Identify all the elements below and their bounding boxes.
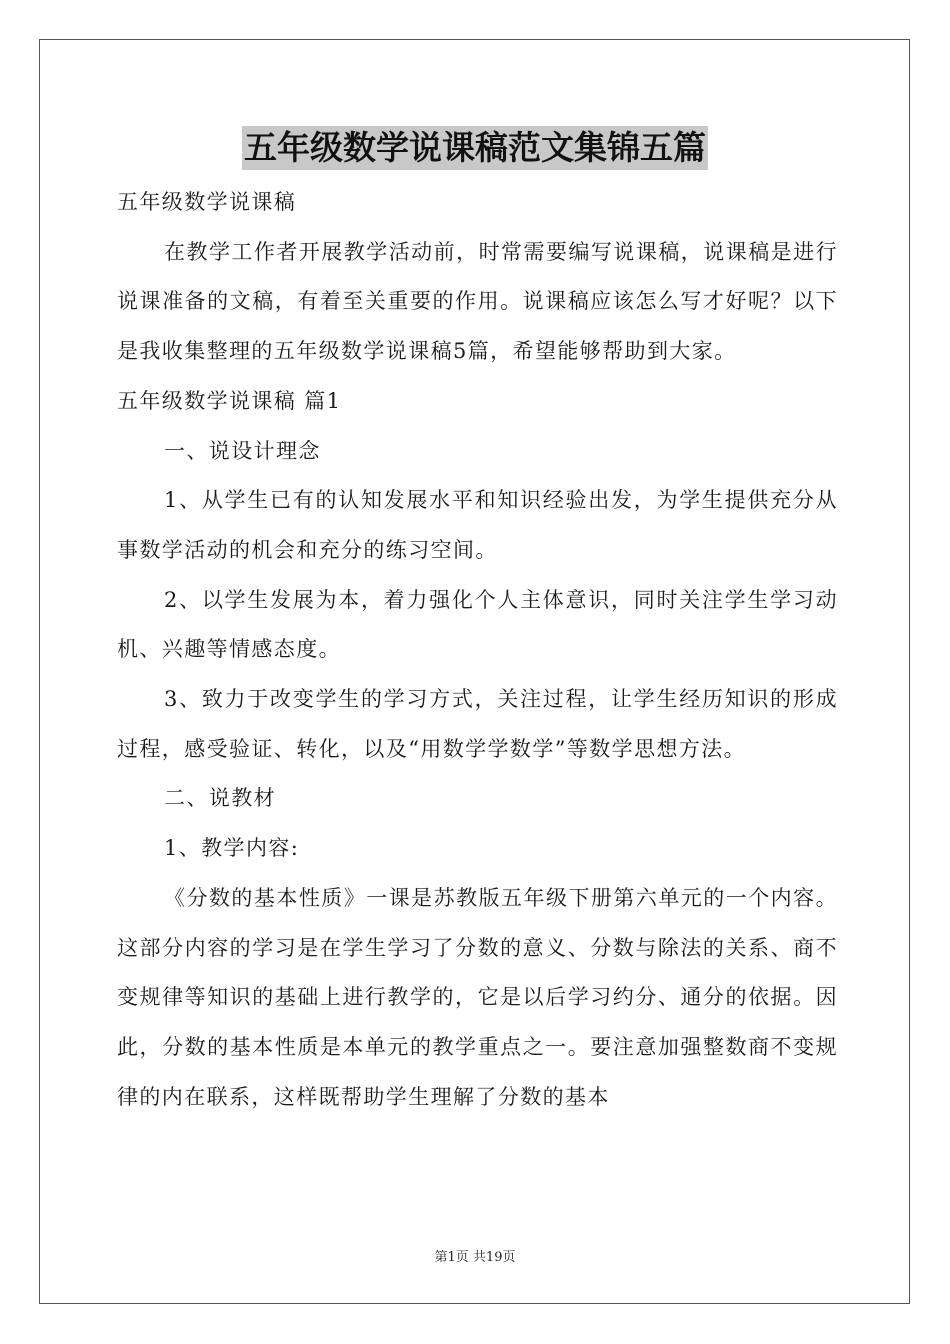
paragraph: 3、致力于改变学生的学习方式，关注过程，让学生经历知识的形成过程，感受验证、转化，以及“用数学学数学”等数学思想方法。 — [117, 687, 838, 761]
paragraph: 《分数的基本性质》一课是苏教版五年级下册第六单元的一个内容。这部分内容的学习是在学生学习了分数的意义、分数与除法的关系、商不变规律等知识的基础上进行教学的，它是以后学习约分、通分的依据。因此，分数的基本性质是本单元的教学重点之一。要注意加强整数商不变规律的内在联系，这样既帮助学生理解了分数的基本 — [117, 885, 838, 1109]
paragraph: 1、教学内容: — [164, 836, 300, 861]
paragraph: 二、说教材 — [164, 786, 276, 811]
paragraph: 在教学工作者开展教学活动前，时常需要编写说课稿，说课稿是进行说课准备的文稿，有着至关重要的作用。说课稿应该怎么写才好呢？以下是我收集整理的五年级数学说课稿5篇，希望能够帮助到大家。 — [117, 239, 838, 364]
paragraph: 1、从学生已有的认知发展水平和知识经验出发，为学生提供充分从事数学活动的机会和充分的练习空间。 — [117, 488, 838, 562]
paragraph: 2、以学生发展为本，着力强化个人主体意识，同时关注学生学习动机、兴趣等情感态度。 — [117, 587, 838, 662]
paragraph: 五年级数学说课稿 — [117, 190, 297, 214]
paragraph: 五年级数学说课稿 篇1 — [117, 388, 342, 413]
page-footer: 第1页 共19页 — [434, 1250, 516, 1265]
document-body — [117, 178, 838, 1122]
title-container — [0, 126, 950, 170]
paragraph: 一、说设计理念 — [164, 438, 321, 463]
document-title: 五年级数学说课稿范文集锦五篇 — [242, 126, 708, 170]
